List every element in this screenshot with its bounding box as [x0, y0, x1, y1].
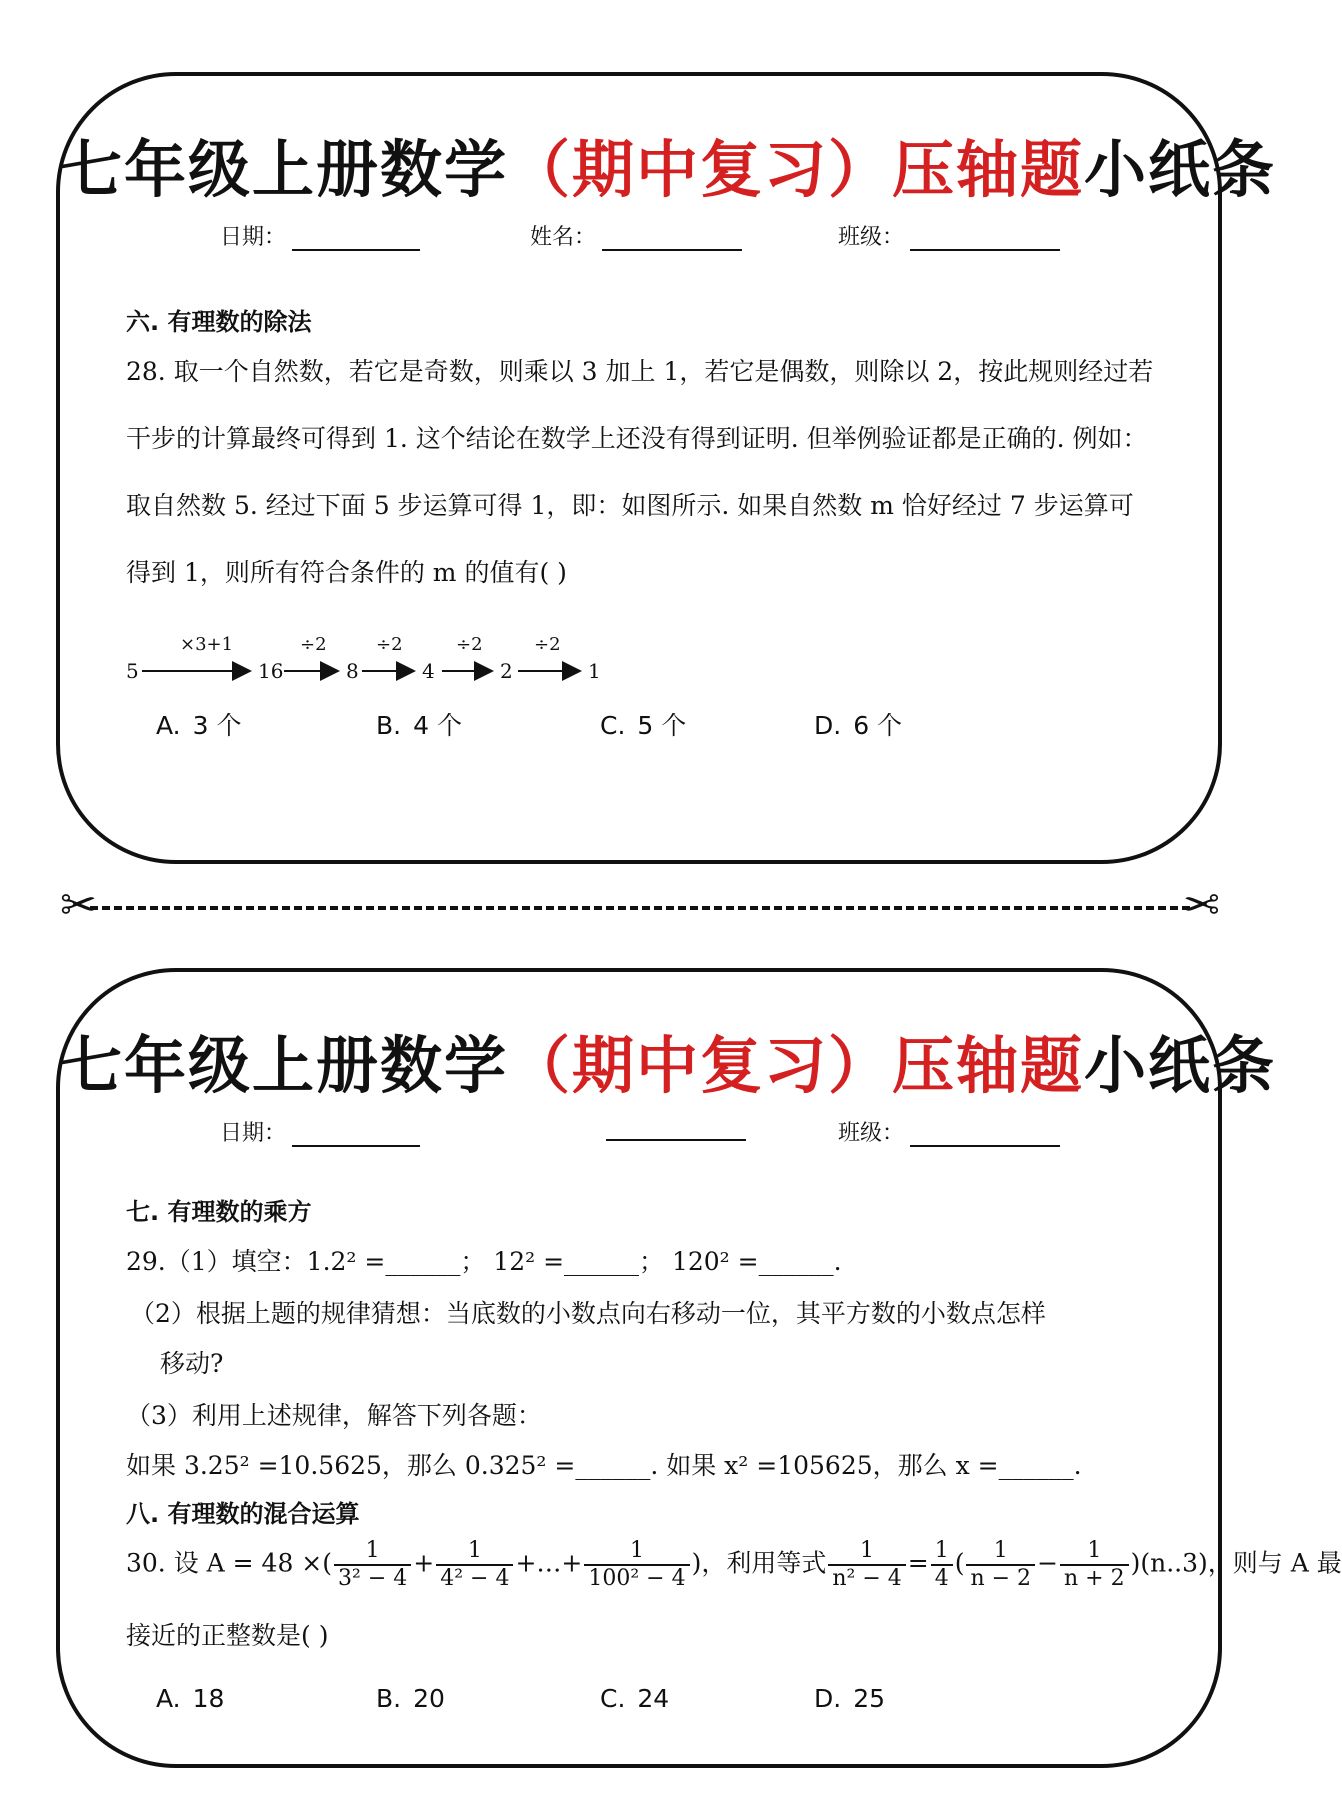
choice-a[interactable]: A. 18: [156, 1684, 225, 1713]
chain-op: ÷2: [534, 634, 561, 655]
name-field: [600, 1116, 746, 1141]
info-line: [60, 1116, 1218, 1156]
chain-node: 8: [346, 659, 359, 683]
section-heading: 六. 有理数的除法: [126, 308, 312, 336]
chain-op: ÷2: [376, 634, 403, 655]
q29-part3: （3）利用上述规律，解答下列各题：: [126, 1401, 542, 1430]
chain-node: 1: [588, 659, 601, 683]
q29-part1: 29.（1）填空：1.2² =______； 12² =______； 120² =______.: [126, 1247, 842, 1276]
q30-formula: 30. 设 A = 48 ×( $\frac{1}{\text{3² − 4}}$ + $\frac{1}{\text{4² − 4}}$ +…+ $\frac{1}{\text{100² − 4}}$ )，利用等式 $\frac{1}{\text{n² − 4}}$ = $\frac{1}{4}$ ( $\frac{1}{n - 2}$ − $\frac{1}{n + 2}$ )(n..3)，则与 A 最: [126, 1538, 1342, 1591]
choice-d[interactable]: D. 25: [814, 1684, 886, 1713]
choice-d[interactable]: D. 6 个: [814, 711, 903, 740]
chain-op: ÷2: [300, 634, 327, 655]
date-field: 日期：: [220, 1116, 420, 1147]
chain-node: 2: [500, 659, 513, 683]
choice-c[interactable]: C. 24: [600, 1684, 670, 1713]
date-field: 日期：: [220, 220, 420, 251]
scissors-icon: ✂: [60, 880, 97, 931]
q29-part2-cont: 移动?: [160, 1349, 224, 1378]
card-title: 七年级上册数学（期中复习）压轴题小纸条: [60, 1029, 1277, 1102]
chain-node: 16: [258, 659, 284, 683]
question-text: 28. 取一个自然数，若它是奇数，则乘以 3 加上 1，若它是偶数，则除以 2，按此规则经过若干步的计算最终可得到 1. 这个结论在数学上还没有得到证明. 但举例验证都是正确的. 例如：取自然数 5. 经过下面 5 步运算可得 1，即：如图所示. 如果自然数 m 恰好经过 7 步运算可得到 1，则所有符合条件的 m 的值有( ): [126, 357, 1154, 587]
card-title: 七年级上册数学（期中复习）压轴题小纸条: [60, 133, 1277, 206]
section-heading: 七. 有理数的乘方: [126, 1198, 312, 1226]
operation-chain-diagram: [120, 624, 640, 694]
problem-card-29-30: [56, 968, 1342, 1768]
choice-b[interactable]: B. 4 个: [376, 711, 462, 740]
info-line: [60, 220, 1218, 260]
class-field: 班级：: [838, 220, 1060, 251]
q29-part4: 如果 3.25² =10.5625，那么 0.325² =______. 如果 x² =105625，那么 x =______.: [126, 1451, 1082, 1480]
choice-c[interactable]: C. 5 个: [600, 711, 687, 740]
chain-node: 4: [422, 659, 435, 683]
choice-b[interactable]: B. 20: [376, 1684, 445, 1713]
choice-a[interactable]: A. 3 个: [156, 711, 242, 740]
class-field: 班级：: [838, 1116, 1060, 1147]
problem-card-28: [56, 72, 1277, 864]
q30-tail: 接近的正整数是( ): [126, 1621, 329, 1650]
chain-op: ÷2: [456, 634, 483, 655]
q29-part2: （2）根据上题的规律猜想：当底数的小数点向右移动一位，其平方数的小数点怎样: [130, 1299, 1046, 1328]
chain-node: 5: [126, 659, 139, 683]
cut-line: [90, 906, 1190, 910]
scissors-icon: ✂: [1183, 880, 1220, 931]
section-heading: 八. 有理数的混合运算: [126, 1500, 360, 1528]
chain-op: ×3+1: [180, 634, 234, 655]
name-field: 姓名：: [530, 220, 742, 251]
